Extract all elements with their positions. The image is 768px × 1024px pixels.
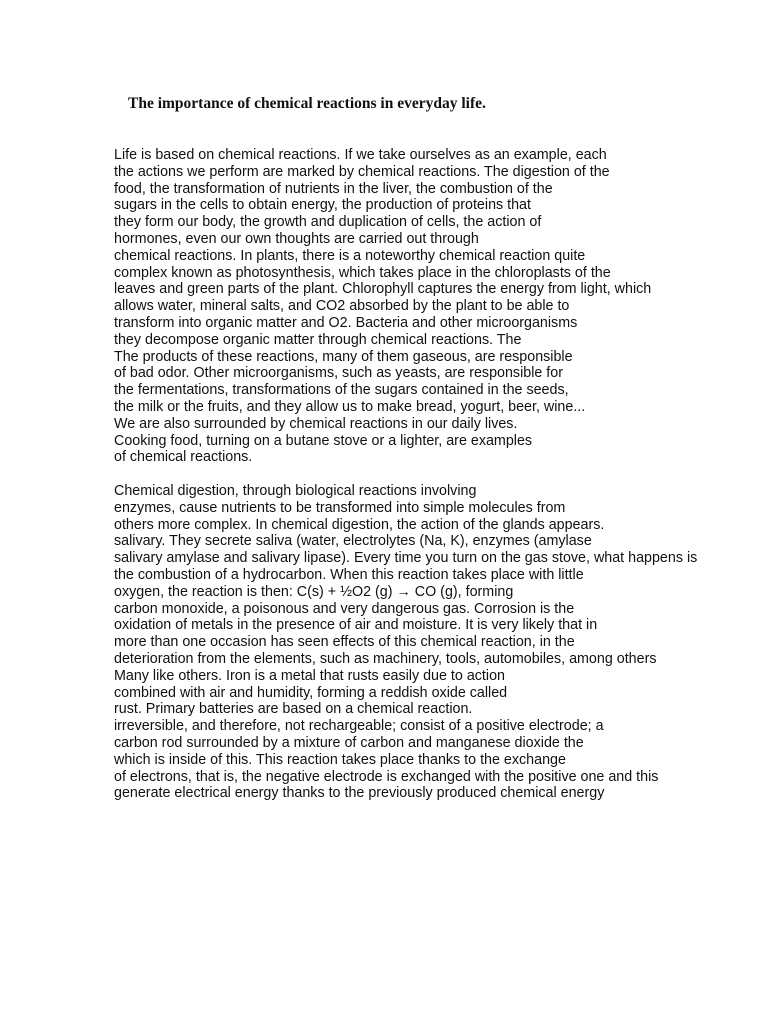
paragraph-2 [114,483,697,802]
text-line: the milk or the fruits, and they allow us to make bread, yogurt, beer, wine... [114,398,586,415]
text-line: of bad odor. Other microorganisms, such as yeasts, are responsible for [114,365,563,382]
text-line: leaves and green parts of the plant. Chlorophyll captures the energy from light, which [114,281,652,298]
text-line: oxidation of metals in the presence of air and moisture. It is very likely that in [114,617,598,634]
text-line: they decompose organic matter through chemical reactions. The [114,331,522,348]
text-line: carbon monoxide, a poisonous and very dangerous gas. Corrosion is the [114,600,575,617]
text-line: carbon rod surrounded by a mixture of carbon and manganese dioxide the [114,734,584,751]
text-line: allows water, mineral salts, and CO2 absorbed by the plant to be able to [114,298,570,315]
text-line: of chemical reactions. [114,449,253,466]
text-line: more than one occasion has seen effects of this chemical reaction, in the [114,634,575,651]
text-line: The products of these reactions, many of them gaseous, are responsible [114,348,573,365]
text-line: salivary amylase and salivary lipase). Every time you turn on the gas stove, what happens is [114,550,698,567]
text-line: Life is based on chemical reactions. If we take ourselves as an example, each [114,147,607,163]
text-line: salivary. They secrete saliva (water, electrolytes (Na, K), enzymes (amylase [114,533,592,550]
text-line: Many like others. Iron is a metal that rusts easily due to action [114,667,505,684]
text-line: food, the transformation of nutrients in the liver, the combustion of the [114,180,553,197]
document-title: The importance of chemical reactions in everyday life. [128,95,486,112]
text-line: which is inside of this. This reaction takes place thanks to the exchange [114,751,566,768]
text-line: enzymes, cause nutrients to be transformed into simple molecules from [114,499,566,516]
text-line: deterioration from the elements, such as machinery, tools, automobiles, among others [114,650,657,667]
text-line: irreversible, and therefore, not rechargeable; consist of a positive electrode; a [114,718,604,735]
text-line: complex known as photosynthesis, which takes place in the chloroplasts of the [114,264,611,281]
text-line: the actions we perform are marked by chemical reactions. The digestion of the [114,163,610,180]
text-line: of electrons, that is, the negative electrode is exchanged with the positive one and this [114,768,659,785]
text-line: oxygen, the reaction is then: C(s) + ½O2 (g) → CO (g), forming [114,583,514,600]
text-line: sugars in the cells to obtain energy, the production of proteins that [114,197,531,214]
text-line: chemical reactions. In plants, there is a noteworthy chemical reaction quite [114,247,586,264]
text-line: rust. Primary batteries are based on a chemical reaction. [114,701,473,718]
text-line: Cooking food, turning on a butane stove or a lighter, are examples [114,432,533,449]
paragraph-1 [114,147,651,466]
text-line: the fermentations, transformations of the sugars contained in the seeds, [114,382,569,399]
text-line: hormones, even our own thoughts are carried out through [114,230,479,247]
text-line: they form our body, the growth and duplication of cells, the action of [114,214,542,231]
text-line: others more complex. In chemical digestion, the action of the glands appears. [114,516,605,533]
text-line: generate electrical energy thanks to the previously produced chemical energy [114,785,605,802]
text-line: transform into organic matter and O2. Bacteria and other microorganisms [114,314,578,331]
text-line: Chemical digestion, through biological reactions involving [114,483,477,499]
text-line: We are also surrounded by chemical reactions in our daily lives. [114,415,518,432]
text-line: combined with air and humidity, forming a reddish oxide called [114,684,508,701]
text-line: the combustion of a hydrocarbon. When this reaction takes place with little [114,566,584,583]
